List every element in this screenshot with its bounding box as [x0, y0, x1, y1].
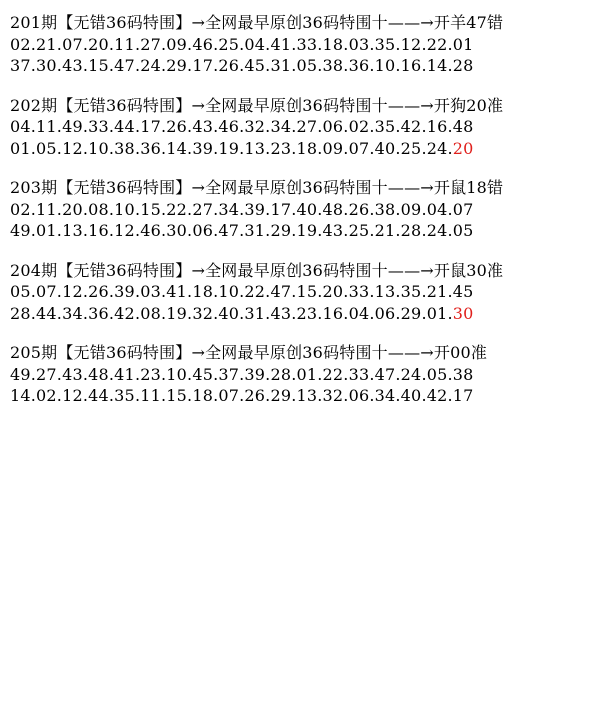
number-row-text: 01.05.12.10.38.36.14.39.19.13.23.18.09.07.40.25.24. [10, 138, 453, 158]
number-row: 02.21.07.20.11.27.09.46.25.04.41.33.18.03.35.12.22.01 [10, 34, 474, 54]
number-row [10, 385, 595, 407]
number-row [10, 303, 595, 325]
number-row-text: 28.44.34.36.42.08.19.32.40.31.43.23.16.04.06.29.01. [10, 303, 453, 323]
hit-number: 30 [452, 303, 474, 323]
number-row-text: 37.30.43.15.47.24.29.17.26.45.31.05.38.36.10.16.14.28 [10, 56, 474, 75]
entry-title: 204期【无错36码特围】→全网最早原创36码特围十——→开鼠30准 [10, 260, 504, 280]
entry-201 [10, 12, 595, 77]
number-row: 04.11.49.33.44.17.26.43.46.32.34.27.06.02.35.42.16.48 [10, 117, 474, 136]
number-row [10, 138, 595, 160]
entry-title: 201期【无错36码特围】→全网最早原创36码特围十——→开羊47错 [10, 13, 504, 32]
number-row [10, 220, 595, 242]
number-row-text: 14.02.12.44.35.11.15.18.07.26.29.13.32.06.34.40.42.17 [10, 386, 474, 405]
entry-205 [10, 342, 595, 407]
entry-title: 202期【无错36码特围】→全网最早原创36码特围十——→开狗20准 [10, 95, 504, 115]
entry-title: 203期【无错36码特围】→全网最早原创36码特围十——→开鼠18错 [10, 178, 504, 197]
entry-title: 205期【无错36码特围】→全网最早原创36码特围十——→开00准 [10, 343, 488, 362]
number-row-text: 49.01.13.16.12.46.30.06.47.31.29.19.43.25.21.28.24.05 [10, 221, 474, 240]
number-row: 05.07.12.26.39.03.41.18.10.22.47.15.20.33.13.35.21.45 [10, 282, 474, 301]
entry-202 [10, 95, 595, 160]
entry-203 [10, 177, 595, 242]
hit-number: 20 [452, 138, 474, 158]
number-row [10, 55, 595, 77]
number-row: 02.11.20.08.10.15.22.27.34.39.17.40.48.26.38.09.04.07 [10, 199, 474, 219]
number-row: 49.27.43.48.41.23.10.45.37.39.28.01.22.33.47.24.05.38 [10, 364, 474, 384]
entry-204 [10, 260, 595, 325]
